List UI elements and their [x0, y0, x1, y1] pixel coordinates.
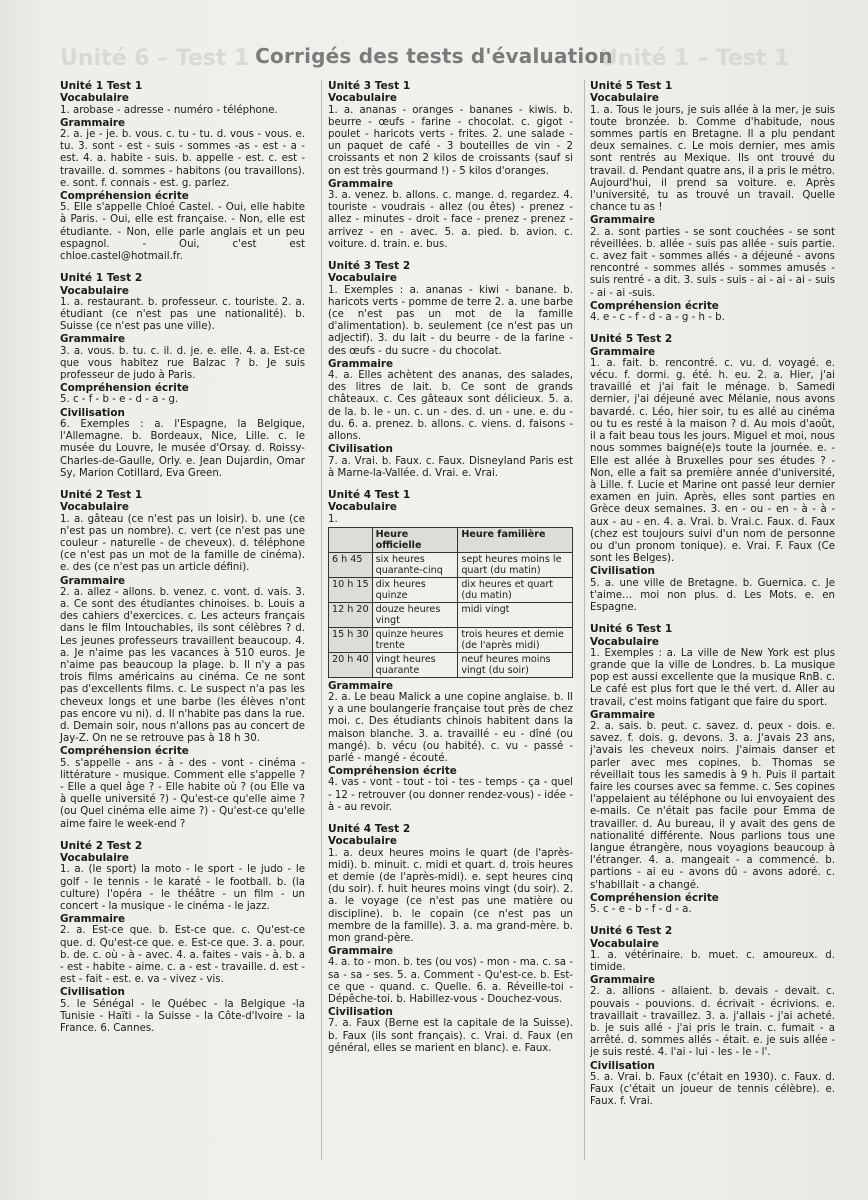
- table-header: Heure familière: [458, 527, 573, 552]
- unit-gap: [328, 252, 573, 260]
- unit-gap: [590, 325, 835, 333]
- time-cell: 20 h 40: [329, 652, 373, 677]
- section-heading: Compréhension écrite: [328, 765, 457, 778]
- answer-text: 4. vas - vont - tout - toi - tes - temps - ça - quel - 12 - retrouver (ou donner rendez-vous) - idée - à - au revoir.: [328, 777, 573, 813]
- section-heading: Compréhension écrite: [60, 190, 189, 203]
- unit-block: [60, 80, 305, 263]
- unit-title: Unité 2 Test 1: [60, 488, 143, 501]
- section-heading: Civilisation: [590, 565, 655, 578]
- section-heading: Vocabulaire: [328, 501, 397, 514]
- section-heading: Grammaire: [590, 974, 656, 987]
- unit-title: Unité 3 Test 1: [328, 80, 411, 92]
- unit-gap: [60, 832, 305, 840]
- unit-title: Unité 4 Test 1: [328, 488, 411, 501]
- answer-text: 5. c - e - b - f - d - a.: [590, 904, 692, 916]
- section-heading: Compréhension écrite: [60, 745, 189, 758]
- answer-text: 1. arobase - adresse - numéro - téléphone.: [60, 104, 278, 116]
- answer-text: 5. a. Vrai. b. Faux (c'était en 1930). c. Faux. d. Faux (c'était un joueur de tennis célèbre). e. Faux. f. Vrai.: [590, 1071, 835, 1108]
- answer-text: 1. Exemples : a. La ville de New York est plus grande que la ville de Londres. b. La musique pop est aussi excellente que la musique RnB. c. Le café est plus fort que le thé vert. d. Aller au travail, c'est moins fatigant que faire du sport.: [590, 647, 835, 708]
- answer-text: 2. a. Le beau Malick a une copine anglaise. b. Il y a une boulangerie française tout près de chez moi. c. Des étudiants chinois habitent dans la maison blanche. 3. a. travaillé - eu - dîné (ou mangé). b. vécu (ou habité). c. vu - passé - parlé - mangé - écouté.: [328, 691, 573, 764]
- unit-block: [60, 489, 305, 831]
- official-time-cell: douze heures vingt: [372, 602, 458, 627]
- answer-text: 5. Elle s'appelle Chloé Castel. - Oui, elle habite à Paris. - Oui, elle est française. - Non, elle est étudiante. - Non, elle parle anglais et un peu espagnol. - Oui, c'est est chloe.castel@hotmail.fr.: [60, 202, 305, 263]
- answer-text: 1. a. gâteau (ce n'est pas un loisir). b. une (ce n'est pas un nombre). c. vert (ce n'est pas une couleur - naturelle - de cheveux). d. téléphone (ce n'est pas un mot de la famille de cinéma). e. des (ce n'est pas un article défini).: [60, 513, 305, 574]
- answer-text: 1. a. ananas - oranges - bananes - kiwis. b. beurre - œufs - farine - chocolat. c. gigot - poulet - haricots verts - frites. 2. une salade - un paquet de café - 3 bouteilles de vin - 2 croissants et non 2 kilos de croissants (sauf si on est très gourmand !) - 5 kilos d'oranges.: [328, 104, 573, 177]
- unit-block: [590, 80, 835, 324]
- column-3: [590, 80, 835, 1109]
- section-heading: Vocabulaire: [60, 284, 129, 297]
- section-heading: Grammaire: [328, 945, 394, 958]
- section-heading: Civilisation: [590, 1059, 655, 1072]
- table-row: [329, 552, 573, 577]
- section-heading: Grammaire: [328, 357, 394, 370]
- section-heading: Vocabulaire: [590, 635, 659, 648]
- section-heading: Grammaire: [60, 913, 126, 926]
- unit-block: [60, 840, 305, 1035]
- unit-block: [60, 272, 305, 480]
- unit-gap: [328, 815, 573, 823]
- table-row: [329, 602, 573, 627]
- column-1: [60, 80, 305, 1036]
- section-heading: Vocabulaire: [328, 835, 397, 848]
- unit-block: [328, 489, 573, 814]
- section-heading: Grammaire: [328, 679, 394, 692]
- section-heading: Civilisation: [60, 986, 125, 999]
- unit-gap: [60, 264, 305, 272]
- familiar-time-cell: trois heures et demie (de l'après midi): [458, 627, 573, 652]
- answer-text: 5. le Sénégal - le Québec - la Belgique -la Tunisie - Haïti - la Suisse - la Côte-d'Ivoire - la France. 6. Cannes.: [60, 998, 305, 1035]
- official-time-cell: quinze heures trente: [372, 627, 458, 652]
- bleed-through-text-left: Unité 6 – Test 1: [60, 46, 250, 71]
- time-cell: 15 h 30: [329, 627, 373, 652]
- section-heading: Vocabulaire: [590, 92, 659, 105]
- familiar-time-cell: midi vingt: [458, 602, 573, 627]
- familiar-time-cell: sept heures moins le quart (du matin): [458, 552, 573, 577]
- section-heading: Vocabulaire: [328, 272, 397, 285]
- section-heading: Compréhension écrite: [590, 891, 719, 904]
- column-divider: [584, 80, 585, 1160]
- section-heading: Vocabulaire: [60, 92, 129, 105]
- time-cell: 10 h 15: [329, 577, 373, 602]
- unit-title: Unité 1 Test 1: [60, 80, 143, 92]
- section-heading: Grammaire: [60, 116, 126, 129]
- answer-text: 2. a. je - je. b. vous. c. tu - tu. d. vous - vous. e. tu. 3. sont - est - suis - sommes -as - est - a - est. 4. a. habite - suis. b. appelle - est. c. est - travaille. d. sommes - habitons (ou travaillons). e. sont. f. connais - est. g. parlez.: [60, 129, 305, 189]
- section-heading: Grammaire: [590, 708, 656, 721]
- answer-text: 5. c - f - b - e - d - a - g.: [60, 394, 179, 406]
- familiar-time-cell: neuf heures moins vingt (du soir): [458, 652, 573, 677]
- table-corner-cell: [329, 527, 373, 552]
- answer-text: 5. a. une ville de Bretagne. b. Guernica. c. Je t'aime… moi non plus. d. Les Mots. e. en Espagne.: [590, 577, 835, 613]
- section-heading: Civilisation: [328, 443, 393, 456]
- section-heading: Vocabulaire: [60, 501, 129, 514]
- official-time-cell: six heures quarante-cinq: [372, 552, 458, 577]
- section-heading: Vocabulaire: [590, 937, 659, 950]
- unit-block: [328, 823, 573, 1055]
- answer-text: 1. a. Tous le jours, je suis allée à la mer, je suis toute bronzée. b. Comme d'habitude, nous sommes partis en Bretagne. Il a plu pendant deux semaines. c. Le mois dernier, mes amis sont rentrés au Mexique. Ils ont trouvé du travail. d. Pendant quatre ans, il a pris le métro. Aujourd'hui, il prend sa voiture. e. Après l'université, tu as trouvé un travail. Quelle chance tu as !: [590, 104, 835, 214]
- answer-text: 1.: [328, 513, 338, 525]
- unit-gap: [328, 481, 573, 489]
- answer-text: 1. a. deux heures moins le quart (de l'après-midi). b. minuit. c. midi et quart. d. trois heures et demie (de l'après-midi). e. sept heures cinq (du soir). f. huit heures moins vingt (du soir). 2. a. le voyage (ce n'est pas une matière ou discipline). b. le copain (ce n'est pas un membre de la famille). 3. a. ma grand-mère. b. mon grand-père.: [328, 847, 573, 944]
- answer-text: 3. a. vous. b. tu. c. il. d. je. e. elle. 4. a. Est-ce que vous habitez rue Balzac ? b. Je suis professeur de judo à Paris.: [60, 345, 305, 382]
- unit-title: Unité 2 Test 2: [60, 839, 143, 852]
- answer-text: 2. a. allez - allons. b. venez. c. vont. d. vais. 3. a. Ce sont des étudiantes chinoises. b. Louis a des cahiers d'exercices. c. Les acteurs français dans le film Intouchables, ils sont célèbres ? d. Les jeunes professeurs travaillent beaucoup. 4. a. Je n'aime pas les vacances à 510 euros. Je n'aime pas beaucoup la plage. b. Il n'y a pas trois films américains au cinéma. Ce ne sont pas d'excellents films. c. Le suspect n'a pas les cheveux longs et une barbe (les élèves n'ont pas encore vu ni). d. Il n'habite pas dans la rue. d. Demain soir, nous n'allons pas au concert de Jay-Z. On ne se retrouve pas à 18 h 30.: [60, 586, 305, 745]
- answer-text: 6. Exemples : a. l'Espagne, la Belgique, l'Allemagne. b. Bordeaux, Nice, Lille. c. le musée du Louvre, le musée d'Orsay. d. Roissy- Charles-de-Gaulle, Orly. e. Jean Dujardin, Omar Sy, Marion Cotillard, Eva Green.: [60, 418, 305, 479]
- unit-title: Unité 6 Test 1: [590, 623, 673, 636]
- unit-block: [328, 80, 573, 251]
- answer-text: 2. a. Est-ce que. b. Est-ce que. c. Qu'est-ce que. d. Qu'est-ce que. e. Est-ce que. 3. a. pour. b. de. c. où - à - avec. 4. a. faites - vais - à. b. a - est - habite - aime. c. a - est - travaille. d. est - est - fait - est. e. va - vivez - vis.: [60, 925, 305, 986]
- official-time-cell: dix heures quinze: [372, 577, 458, 602]
- answer-text: 1. a. (le sport) la moto - le sport - le judo - le golf - le tennis - le karaté - le football. b. (la culture) l'opéra - le théâtre - un film - un concert - la musique - le cinéma - le jazz.: [60, 864, 305, 913]
- time-cell: 6 h 45: [329, 552, 373, 577]
- answer-text: 2. a. sais. b. peut. c. savez. d. peux - dois. e. savez. f. dois. g. devons. 3. a. J'avais 23 ans, j'avais les cheveux noirs. J'aimais danser et parler avec mes copines. b. Thomas se réveillait tous les samedis à 9 h. Puis il partait faire les courses avec sa femme. c. Ses copines l'appelaient au téléphone ou lui envoyaient des e-mails. Ce n'était pas facile pour Emma de travailler. d. Au bureau, il y avait des gens de nationalité différente. Nous parlions tous une langue étrangère, nous voyagions beaucoup à l'étranger. 4. a. mangeait - a commencé. b. partions - ai eu - avons dû - avons adoré. c. s'habillait - a changé.: [590, 720, 835, 891]
- unit-gap: [60, 481, 305, 489]
- bleed-through-text-right: Unité 1 – Test 1: [600, 46, 790, 71]
- table-row: [329, 577, 573, 602]
- unit-title: Unité 1 Test 2: [60, 272, 143, 285]
- answer-text: 4. a. Elles achètent des ananas, des salades, des litres de lait. b. Ce sont de grands châteaux. c. Ces gâteaux sont délicieux. 5. a. de la. b. le - un. c. un - des. d. un - une. e. du - du. 6. a. prenez. b. allons. c. viens. d. faisons - allons.: [328, 370, 573, 443]
- official-time-cell: vingt heures quarante: [372, 652, 458, 677]
- section-heading: Grammaire: [60, 574, 126, 587]
- section-heading: Civilisation: [328, 1006, 393, 1019]
- answer-text: 1. a. restaurant. b. professeur. c. touriste. 2. a. étudiant (ce n'est pas une nationalité). b. Suisse (ce n'est pas une ville).: [60, 296, 305, 333]
- section-heading: Compréhension écrite: [60, 382, 189, 395]
- answer-text: 1. a. vétérinaire. b. muet. c. amoureux. d. timide.: [590, 949, 835, 974]
- unit-gap: [590, 615, 835, 623]
- answer-text: 1. a. fait. b. rencontré. c. vu. d. voyagé. e. vécu. f. dormi. g. été. h. eu. 2. a. Hier, j'ai travaillé et j'ai fait le ménage. b. Samedi dernier, j'ai déjeuné avec Mélanie, nous avons bavardé. c. Léo, hier soir, tu es allé au cinéma ou tu es resté à la maison ? d. Au mois d'août, il a fait beau tous les jours. Miguel et moi, nous nous sommes baigné(e)s toute la journée. e. - Elle est allée à Bruxelles pour ses études ? - Non, elle a fait sa première année d'université, à Lille. f. Lucie et Marine ont passé leur dernier examen en juin. Après, elles sont parties en Grèce deux semaines. 3. en - ou - en - à - à - aux - au - en. 4. a. Vrai. b. Vrai.c. Faux. d. Faux (chez est toujours suivi d'un nom de personne ou d'un pronom tonique). e. Vrai. F. Faux (Ce sont les Belges).: [590, 357, 835, 565]
- unit-title: Unité 4 Test 2: [328, 822, 411, 835]
- answer-text: 4. a. to - mon. b. tes (ou vos) - mon - ma. c. sa - sa - sa - ses. 5. a. Comment - Qu'est-ce. b. Est-ce que - quand. c. Quelle. 6. a. Réveille-toi - Dépêche-toi. b. Habillez-vous - Douchez-vous.: [328, 957, 573, 1005]
- section-heading: Grammaire: [590, 214, 656, 227]
- unit-block: [590, 623, 835, 916]
- section-heading: Compréhension écrite: [590, 299, 719, 312]
- page-title: Corrigés des tests d'évaluation: [255, 44, 613, 68]
- familiar-time-cell: dix heures et quart (du matin): [458, 577, 573, 602]
- time-cell: 12 h 20: [329, 602, 373, 627]
- unit-block: [328, 260, 573, 480]
- table-header: Heure officielle: [372, 527, 458, 552]
- answer-text: 4. e - c - f - d - a - g - h - b.: [590, 312, 725, 324]
- unit-title: Unité 5 Test 1: [590, 80, 673, 92]
- column-divider: [321, 80, 322, 1160]
- section-heading: Vocabulaire: [60, 852, 129, 865]
- answer-text: 2. a. sont parties - se sont couchées - se sont réveillées. b. allée - suis pas allée - suis partie. c. avez fait - sommes allés - a déjeuné - avons rencontré - sommes allés - sommes amusés - suis rentré - a dit. 3. suis - suis - ai - ai - ai - suis - ai - ai -suis.: [590, 226, 835, 299]
- table-row: [329, 627, 573, 652]
- unit-block: [590, 333, 835, 614]
- unit-gap: [590, 917, 835, 925]
- section-heading: Grammaire: [590, 345, 656, 358]
- table-row: [329, 652, 573, 677]
- table-header-row: [329, 527, 573, 552]
- section-heading: Grammaire: [328, 177, 394, 190]
- section-heading: Civilisation: [60, 406, 125, 419]
- unit-block: [590, 925, 835, 1108]
- answer-text: 7. a. Vrai. b. Faux. c. Faux. Disneyland Paris est à Marne-la-Vallée. d. Vrai. e. Vrai.: [328, 455, 573, 479]
- answer-text: 3. a. venez. b. allons. c. mange. d. regardez. 4. touriste - voudrais - allez (ou êtes) - prenez - allez - minutes - droit - face - prenez - prenez - arrivez - en - avec. 5. a. pied. b. avion. c. voiture. d. train. e. bus.: [328, 190, 573, 250]
- answer-text: 7. a. Faux (Berne est la capitale de la Suisse). b. Faux (ils sont français). c. Vrai. d. Faux (en général, elles se marient en blanc). e. Faux.: [328, 1018, 573, 1054]
- answer-text: 5. s'appelle - ans - à - des - vont - cinéma - littérature - musique. Comment elle s'appelle ? - Elle a quel âge ? - Elle habite où ? (ou Elle va à quelle université ?) - Qu'est-ce qu'elle aime ? (ou Quel cinéma elle aime ?) - Qu'est-ce qu'elle aime faire le week-end ?: [60, 757, 305, 830]
- unit-title: Unité 5 Test 2: [590, 333, 673, 346]
- time-table: [328, 527, 573, 678]
- unit-title: Unité 6 Test 2: [590, 925, 673, 938]
- answer-text: 1. Exemples : a. ananas - kiwi - banane. b. haricots verts - pomme de terre 2. a. une barbe (ce n'est pas un mot de la famille d'alimentation). b. seulement (ce n'est pas un adjectif). 3. du lait - du beurre - de la farine - des œufs - du sucre - du chocolat.: [328, 284, 573, 357]
- section-heading: Grammaire: [60, 333, 126, 346]
- unit-title: Unité 3 Test 2: [328, 260, 411, 273]
- section-heading: Vocabulaire: [328, 92, 397, 105]
- answer-text: 2. a. allions - allaient. b. devais - devait. c. pouvais - pouvions. d. écrivait - écrivions. e. travaillait - travaillez. 3. a. j'allais - j'ai acheté. b. je suis allé - j'ai pris le train. c. fumait - a arrêté. d. sommes allés - était. e. je suis allée - je suis resté. 4. l'ai - lui - les - le - l'.: [590, 986, 835, 1059]
- column-2: [328, 80, 573, 1056]
